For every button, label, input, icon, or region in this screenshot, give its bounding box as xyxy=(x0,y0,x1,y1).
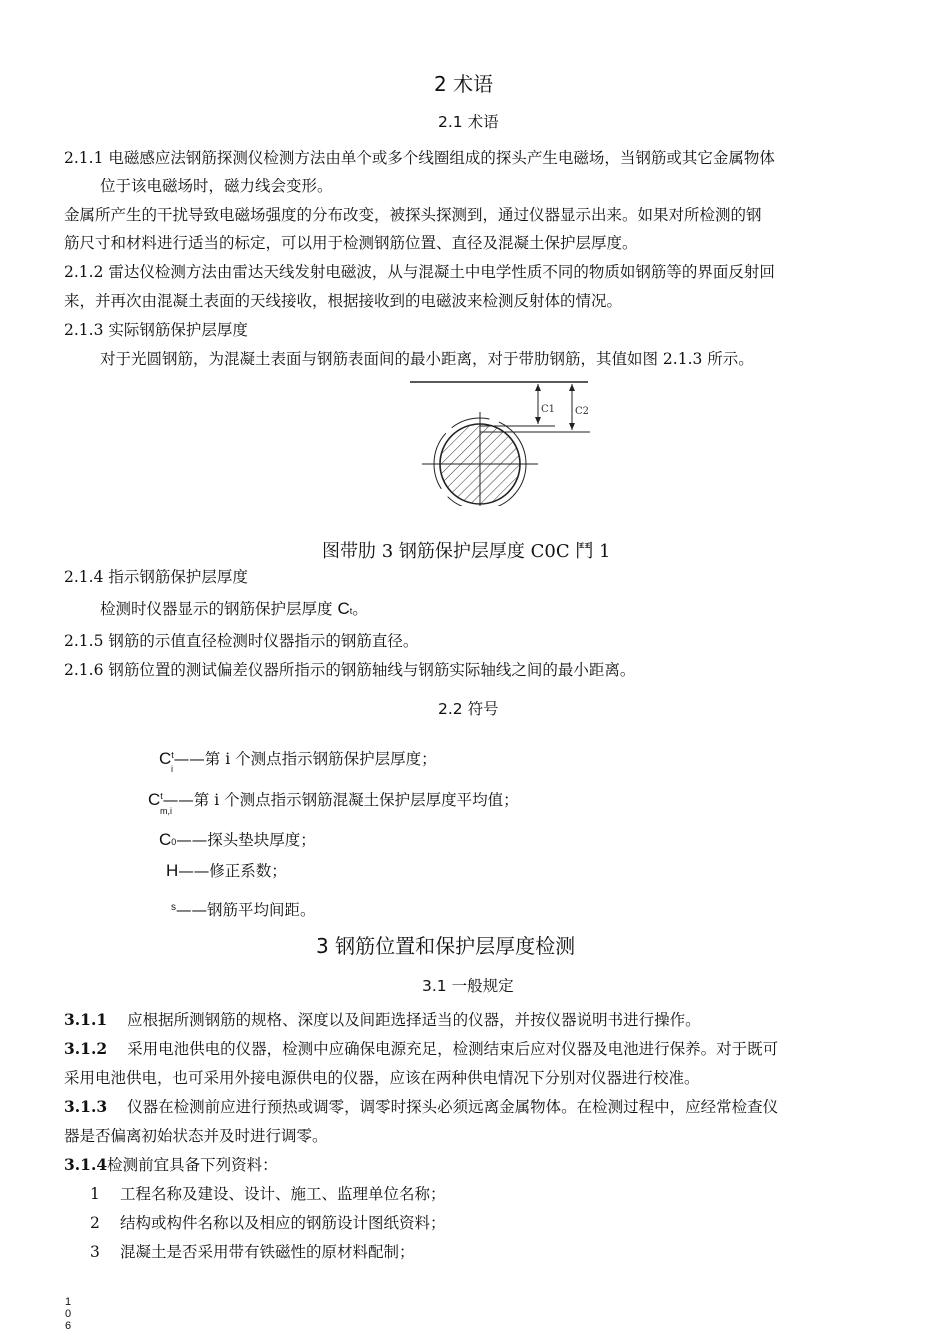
para-3-1-4: 3.1.4检测前宜具备下列资料： xyxy=(64,1155,278,1174)
para-3-1-2-line2: 采用电池供电，也可采用外接电源供电的仪器，应该在两种供电情况下分别对仪器进行校准。 xyxy=(64,1069,700,1087)
section-2-1-title: 2.1 术语 xyxy=(438,113,499,131)
symbol-row-1-subscript: i xyxy=(171,764,173,774)
symbol-row-1: $C^t——$第 i 个测点指示钢筋保护层厚度； xyxy=(159,749,437,768)
symbol-row-3: C0——探头垫块厚度； xyxy=(159,830,316,849)
para-2-1-1-line1: 2.1.1 电磁感应法钢筋探测仪检测方法由单个或多个线圈组成的探头产生电磁场，当钢筋或其它金属物体 xyxy=(64,149,775,167)
c1-label: C1 xyxy=(541,404,556,415)
para-2-1-2-line2: 来，并再次由混凝土表面的天线接收，根据接收到的电磁波来检测反射体的情况。 xyxy=(64,292,623,310)
para-2-1-6: 2.1.6 钢筋位置的测试偏差仪器所指示的钢筋轴线与钢筋实际轴线之间的最小距离。 xyxy=(64,661,636,679)
rebar-cover-figure xyxy=(410,376,600,506)
para-2-1-4-body: 检测时仪器显示的钢筋保护层厚度 Ct。 xyxy=(100,599,368,618)
section-3-1-title: 3.1 一般规定 xyxy=(422,977,514,995)
list-item-3: 3 混凝土是否采用带有铁磁性的原材料配制； xyxy=(90,1243,415,1261)
symbol-row-2: $C^t——$第 i 个测点指示钢筋混凝土保护层厚度平均值； xyxy=(148,790,519,809)
chapter-2-title: 2 术语 xyxy=(434,72,494,96)
para-2-1-4-title: 2.1.4 指示钢筋保护层厚度 xyxy=(64,568,248,586)
para-3-1-2-line1: 3.1.2 采用电池供电的仪器，检测中应确保电源充足，检测结束后应对仪器及电池进行保养。对于既可 xyxy=(64,1039,779,1058)
para-2-1-1b-line2: 筋尺寸和材料进行适当的标定，可以用于检测钢筋位置、直径及混凝土保护层厚度。 xyxy=(64,234,638,252)
figure-caption: 图带肋 3 钢筋保护层厚度 C0C 鬥 1 xyxy=(322,541,611,562)
symbol-row-5: $^s$——钢筋平均间距。 xyxy=(171,901,316,919)
c2-label: C2 xyxy=(575,406,590,417)
symbol-row-4: H——修正系数； xyxy=(166,861,287,880)
para-3-1-3-line1: 3.1.3 仪器在检测前应进行预热或调零，调零时探头必须远离金属物体。在检测过程中，应经常检查仪 xyxy=(64,1097,779,1116)
page-number: 1 0 6 xyxy=(65,1296,72,1332)
list-item-1: 1 工程名称及建设、设计、施工、监理单位名称； xyxy=(90,1185,446,1203)
chapter-3-title: 3 钢筋位置和保护层厚度检测 xyxy=(316,934,576,958)
para-2-1-1b-line1: 金属所产生的干扰导致电磁场强度的分布改变，被探头探测到，通过仪器显示出来。如果对所检测的钢 xyxy=(64,206,762,224)
para-3-1-3-line2: 器是否偏离初始状态并及时进行调零。 xyxy=(64,1127,328,1145)
para-2-1-1-line2: 位于该电磁场时，磁力线会变形。 xyxy=(100,177,333,195)
symbol-row-2-subscript: m,i xyxy=(160,806,172,816)
para-2-1-3-body: 对于光圆钢筋，为混凝土表面与钢筋表面间的最小距离，对于带肋钢筋，其值如图 2.1.3 所示。 xyxy=(100,350,754,368)
para-2-1-3-title: 2.1.3 实际钢筋保护层厚度 xyxy=(64,321,248,339)
para-2-1-2-line1: 2.1.2 雷达仪检测方法由雷达天线发射电磁波，从与混凝土中电学性质不同的物质如钢筋等的界面反射回 xyxy=(64,263,775,281)
para-2-1-5: 2.1.5 钢筋的示值直径检测时仪器指示的钢筋直径。 xyxy=(64,632,419,650)
section-2-2-title: 2.2 符号 xyxy=(438,700,499,718)
para-3-1-1: 3.1.1 应根据所测钢筋的规格、深度以及间距选择适当的仪器，并按仪器说明书进行操作。 xyxy=(64,1010,701,1029)
list-item-2: 2 结构或构件名称以及相应的钢筋设计图纸资料； xyxy=(90,1214,446,1232)
